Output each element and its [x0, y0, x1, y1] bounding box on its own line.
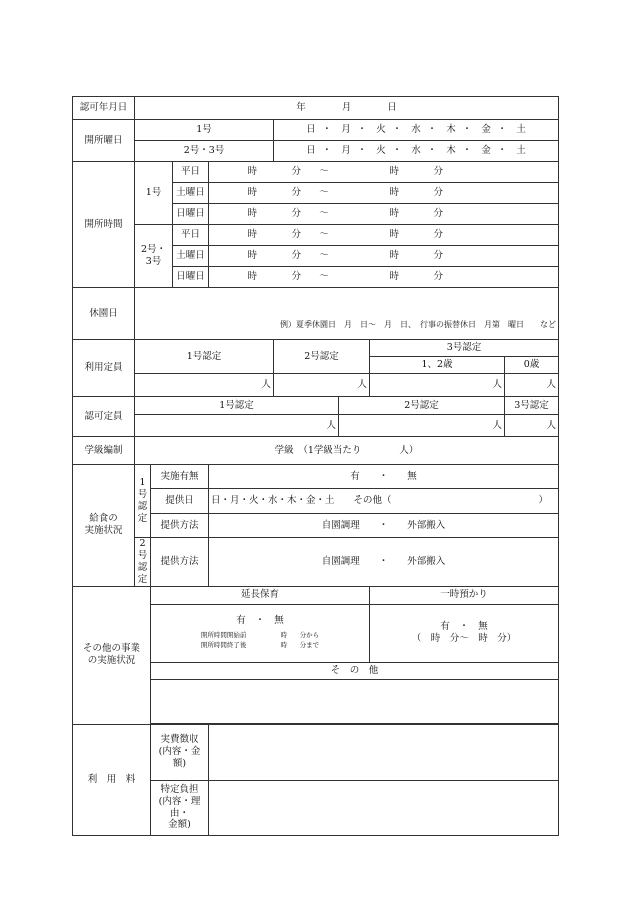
- meals-days-label: 提供日: [151, 489, 209, 514]
- licensed-capacity-values-row: [73, 415, 559, 437]
- open-hours-day-label: 土曜日: [173, 183, 209, 204]
- meals-method-value-2[interactable]: 自園調理 ・ 外部搬入: [209, 538, 559, 587]
- open-days-label: 開所曜日: [73, 120, 135, 162]
- extended-care-detail[interactable]: [151, 604, 370, 662]
- holidays-note: 例）夏季休園日 月 日～ 月 日、 行事の振替休日 月第 曜日 など: [280, 319, 557, 329]
- open-hours-type-1: 1号: [135, 162, 173, 225]
- class-org-row: [73, 437, 559, 465]
- open-hours-day-label: 日曜日: [173, 267, 209, 288]
- capacity-type-2-input[interactable]: 人: [274, 374, 370, 397]
- capacity-type-2: 2号認定: [274, 340, 370, 374]
- holidays-input[interactable]: [135, 288, 559, 340]
- temporary-care-label: 一時預かり: [370, 586, 559, 604]
- open-hours-time-range[interactable]: 時 分 ～ 時 分: [209, 204, 559, 225]
- fees-actual-cost-label: 実費徴収 (内容・金額): [151, 724, 209, 780]
- month-label: 月: [341, 102, 352, 114]
- open-hours-row: [73, 225, 559, 246]
- meals-method-value-1[interactable]: 自園調理 ・ 外部搬入: [209, 514, 559, 538]
- facility-info-form: [72, 96, 559, 836]
- open-hours-time-range[interactable]: 時 分 ～ 時 分: [209, 225, 559, 246]
- open-hours-day-label: 平日: [173, 162, 209, 183]
- licensed-capacity-label: 認可定員: [73, 397, 135, 437]
- open-hours-time-range[interactable]: 時 分 ～ 時 分: [209, 162, 559, 183]
- extended-care-label: 延長保育: [151, 586, 370, 604]
- capacity-age-0-input[interactable]: 人: [505, 374, 559, 397]
- meals-type-1-label: 1号 認定: [135, 465, 151, 538]
- holidays-row: [73, 288, 559, 340]
- licensed-type-3-input[interactable]: 人: [505, 415, 559, 437]
- open-hours-day-label: 土曜日: [173, 246, 209, 267]
- day-label: 日: [387, 102, 397, 114]
- open-days-weekdays-2[interactable]: 日 ・ 月 ・ 火 ・ 水 ・ 木 ・ 金 ・ 土: [274, 141, 559, 162]
- open-hours-time-range[interactable]: 時 分 ～ 時 分: [209, 267, 559, 288]
- open-hours-day-label: 日曜日: [173, 204, 209, 225]
- meals-implementation-label: 実施有無: [151, 465, 209, 489]
- capacity-age-0: 0歳: [505, 357, 559, 374]
- capacity-age-1-2-input[interactable]: 人: [370, 374, 505, 397]
- licensed-type-2: 2号認定: [339, 397, 505, 415]
- holidays-label: 休園日: [73, 288, 135, 340]
- fees-label: 利 用 料: [73, 724, 151, 835]
- class-org-label: 学級編制: [73, 437, 135, 465]
- open-hours-time-range[interactable]: 時 分 ～ 時 分: [209, 246, 559, 267]
- other-services-header-row: [73, 586, 559, 604]
- open-days-type-1: 1号: [135, 120, 274, 141]
- others-label: そ の 他: [151, 662, 559, 679]
- class-org-input[interactable]: 学級 （1学級当たり 人）: [135, 437, 559, 465]
- capacity-header-row: [73, 340, 559, 357]
- capacity-type-1: 1号認定: [135, 340, 274, 374]
- meals-method-label-1: 提供方法: [151, 514, 209, 538]
- licensed-type-1: 1号認定: [135, 397, 339, 415]
- others-input[interactable]: [151, 679, 559, 723]
- approval-date-row: [73, 97, 559, 120]
- extended-care-times: 開所時間開始前 時 分から 開所時間終了後 時 分まで: [200, 631, 320, 650]
- licensed-type-2-input[interactable]: 人: [339, 415, 505, 437]
- meals-row-method-2: [73, 538, 559, 587]
- capacity-type-3: 3号認定: [370, 340, 559, 357]
- licensed-capacity-header-row: [73, 397, 559, 415]
- meals-label: 給食の 実施状況: [73, 465, 135, 587]
- open-days-weekdays-1[interactable]: 日 ・ 月 ・ 火 ・ 水 ・ 木 ・ 金 ・ 土: [274, 120, 559, 141]
- licensed-type-1-input[interactable]: 人: [135, 415, 339, 437]
- fees-actual-cost-input[interactable]: [209, 724, 559, 780]
- open-hours-row: [73, 162, 559, 183]
- temporary-care-hours: （ 時 分～ 時 分）: [411, 633, 517, 644]
- fees-actual-cost-row: [73, 724, 559, 780]
- capacity-type-1-input[interactable]: 人: [135, 374, 274, 397]
- approval-date-value[interactable]: [135, 97, 559, 120]
- capacity-age-1-2: 1、2歳: [370, 357, 505, 374]
- open-days-type-2: 2号・3号: [135, 141, 274, 162]
- open-hours-type-2-3: 2号・ 3号: [135, 225, 173, 288]
- temporary-care-yes-no[interactable]: 有 ・ 無: [440, 621, 488, 633]
- open-days-row-2: [73, 141, 559, 162]
- year-label: 年: [296, 102, 306, 114]
- meals-implementation-value[interactable]: 有 ・ 無: [209, 465, 559, 489]
- extended-care-yes-no[interactable]: 有 ・ 無: [236, 615, 284, 627]
- licensed-type-3: 3号認定: [505, 397, 559, 415]
- open-hours-time-range[interactable]: 時 分 ～ 時 分: [209, 183, 559, 204]
- open-hours-day-label: 平日: [173, 225, 209, 246]
- fees-specific-burden-label: 特定負担 (内容・理由・ 金額): [151, 780, 209, 835]
- approval-date-label: 認可年月日: [73, 97, 135, 120]
- capacity-values-row: [73, 374, 559, 397]
- meals-method-label-2: 提供方法: [151, 538, 209, 587]
- meals-days-value[interactable]: 日・月・火・水・木・金・土 その他（ ）: [209, 489, 559, 514]
- open-hours-label: 開所時間: [73, 162, 135, 288]
- meals-type-2-label: 2号 認定: [135, 538, 151, 587]
- open-days-row-1: [73, 120, 559, 141]
- temporary-care-detail[interactable]: [370, 604, 559, 662]
- other-services-label: その他の事業 の実施状況: [73, 586, 151, 724]
- capacity-label: 利用定員: [73, 340, 135, 397]
- fees-specific-burden-input[interactable]: [209, 780, 559, 835]
- meals-row-implementation: [73, 465, 559, 489]
